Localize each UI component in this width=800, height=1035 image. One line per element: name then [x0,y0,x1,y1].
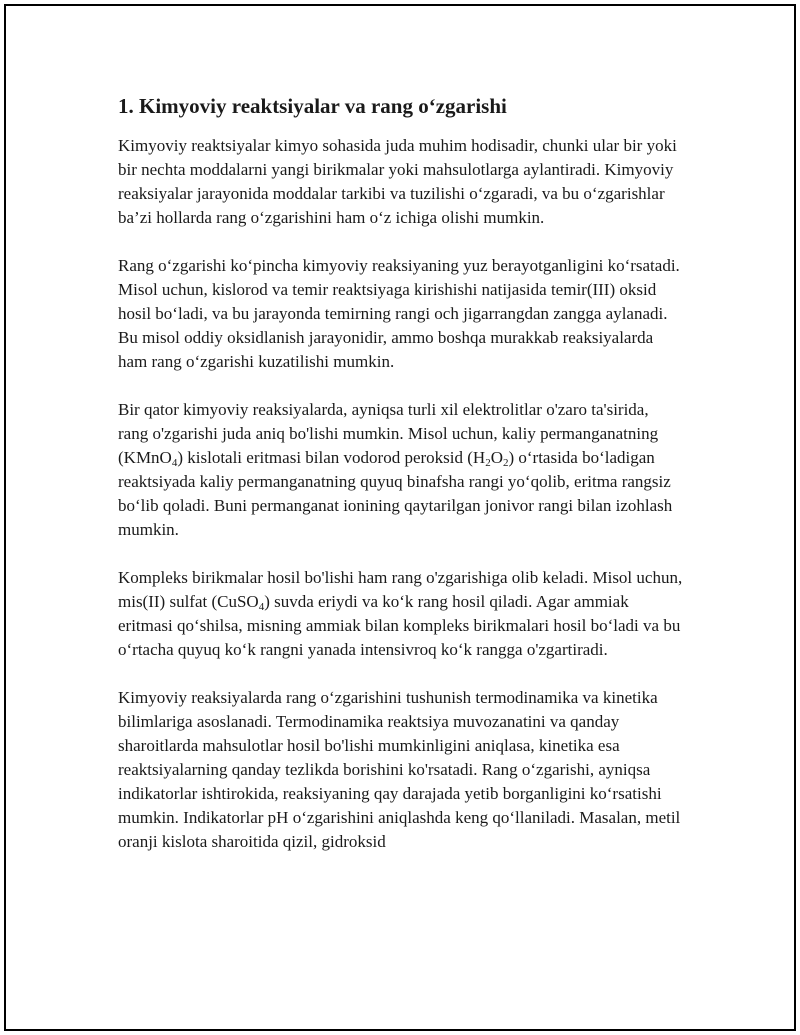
paragraph-3-text-a: Bir qator kimyoviy reaksiyalarda, ayniqsa turli xil elektrolitlar o'zaro ta'sirida, rang o'zgarishi juda aniq bo'lishi mumkin. Misol uchun, kaliy permanganatning (KMnO [118,400,659,467]
paragraph-3-text-d: ) o‘rtasida bo‘ladigan reaktsiyada kaliy permanganatning quyuq binafsha rangi yo‘qolib, eritma rangsiz bo‘lib qoladi. Buni permanganat ionining qaytarilgan jonivor rangi bilan izohlash mumkin. [118,448,673,539]
paragraph-2: Rang o‘zgarishi ko‘pincha kimyoviy reaksiyaning yuz berayotganligini ko‘rsatadi. Misol uchun, kislorod va temir reaktsiyaga kirishishi natijasida temir(III) oksid hosil bo‘ladi, va bu jarayonda temirning rangi och jigarrangdan zangga aylanadi. Bu misol oddiy oksidlanish jarayonidir, ammo boshqa murakkab reaksiyalarda ham rang o‘zgarishi kuzatilishi mumkin. [118,256,680,371]
paragraph-1: Kimyoviy reaktsiyalar kimyo sohasida juda muhim hodisadir, chunki ular bir yoki bir nechta moddalarni yangi birikmalar yoki mahsulotlarga aylantiradi. Kimyoviy reaksiyalar jarayonida moddalar tarkibi va tuzilishi o‘zgaradi, va bu o‘zgarishlar ba’zi hollarda rang o‘zgarishini ham o‘z ichiga olishi mumkin. [118,136,677,227]
subscript: 4 [258,601,265,613]
paragraph-5: Kimyoviy reaksiyalarda rang o‘zgarishini tushunish termodinamika va kinetika bilimlariga asoslanadi. Termodinamika reaktsiya muvozanatini va qanday sharoitlarda mahsulotlar hosil bo'lishi mumkinligini aniqlasa, kinetika esa reaktsiyalarning qanday tezlikda borishini ko'rsatadi. Rang o‘zgarishi, ayniqsa indikatorlar ishtirokida, reaksiyaning qay darajada yetib borganligini ko‘rsatishi mumkin. Indikatorlar pH o‘zgarishini aniqlashda keng qo‘llaniladi. Masalan, metil oranji kislota sharoitida qizil, gidroksid [118,688,681,851]
paragraph-4-text-b: ) suvda eriydi va ko‘k rang hosil qiladi. Agar ammiak eritmasi qo‘shilsa, misning ammiak bilan kompleks birikmalari hosil bo‘ladi va bu o‘rtacha quyuq ko‘k rangni yanada intensivroq ko‘k rangga o'zgartiradi. [118,592,681,659]
section-heading: 1. Kimyoviy reaktsiyalar va rang o‘zgarishi [118,94,507,118]
paragraph-4 [118,566,683,662]
paragraph-3-text-c: O [490,448,503,467]
paragraph-4-text-a: Kompleks birikmalar hosil bo'lishi ham rang o'zgarishiga olib keladi. Misol uchun, mis(II) sulfat (CuSO [118,568,683,611]
subscript: 2 [485,457,491,469]
document-body [118,92,683,878]
paragraph-3-text-b: ) kislotali eritmasi bilan vodorod peroksid (H [177,448,486,467]
subscript: 4 [171,457,178,469]
subscript: 2 [502,457,509,469]
paragraph-3 [118,398,683,542]
